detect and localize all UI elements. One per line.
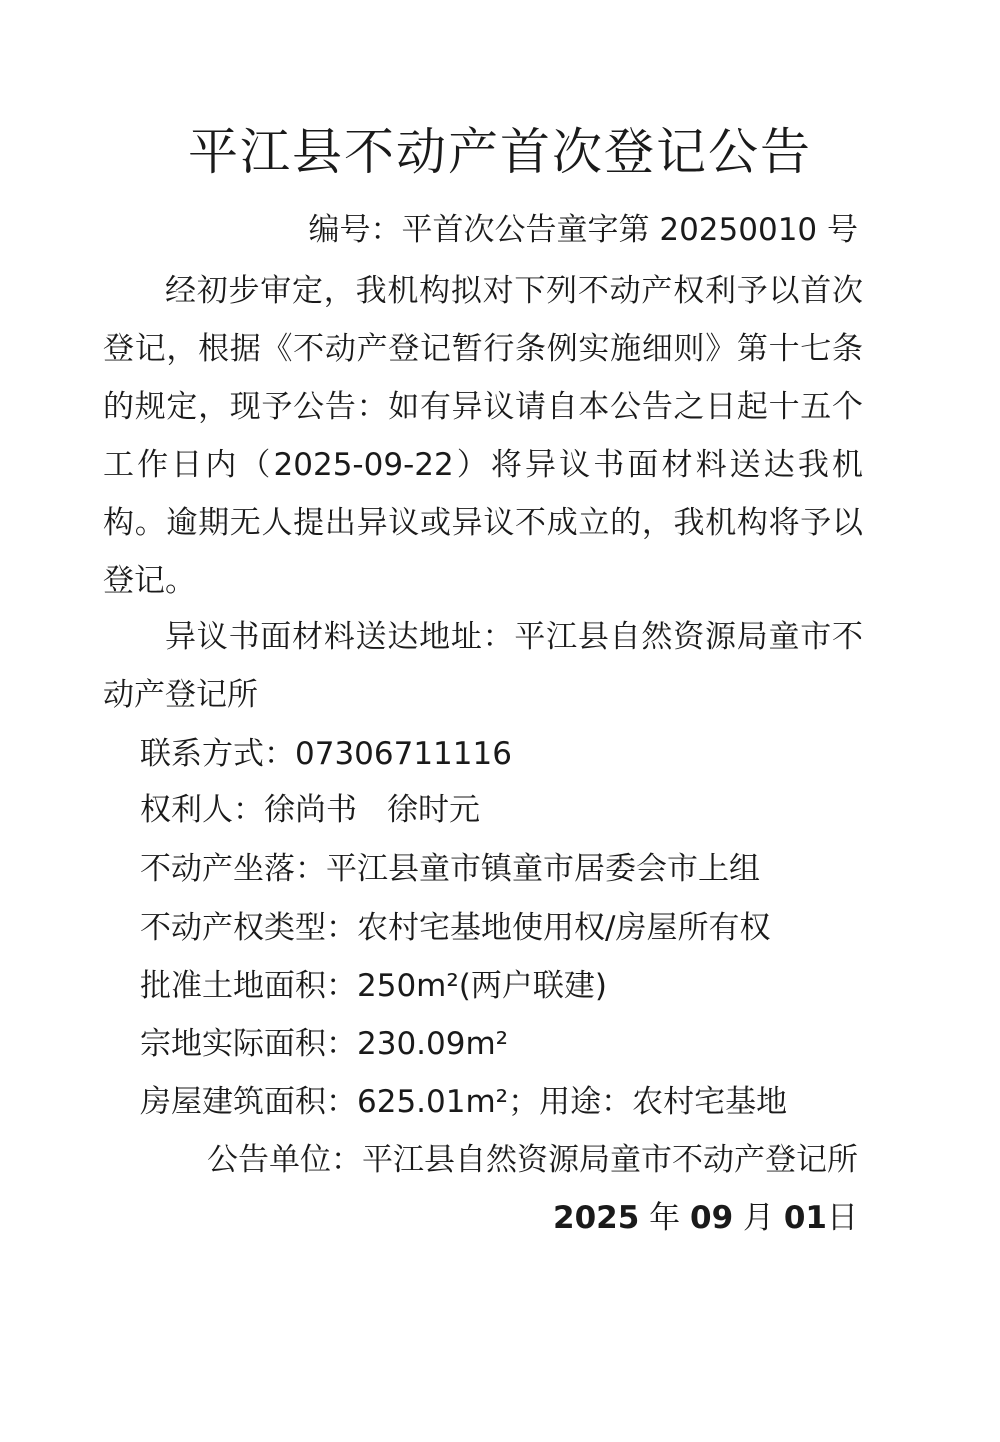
approved-area-line: 批准土地面积：250m²(两户联建) (140, 968, 607, 1004)
issue-date (553, 1196, 858, 1240)
contact-line: 联系方式：07306711116 (140, 736, 512, 772)
building-area-line: 房屋建筑面积：625.01m²；用途：农村宅基地 (140, 1084, 788, 1120)
date-month: 09 (690, 1200, 734, 1236)
document-number: 编号：平首次公告童字第 20250010 号 (308, 212, 858, 248)
obligee-name-1: 徐尚书 (264, 792, 357, 828)
document-title: 平江县不动产首次登记公告 (188, 123, 812, 181)
date-day-unit: 日 (827, 1200, 858, 1236)
date-year-unit: 年 (649, 1200, 681, 1236)
obligee-label: 权利人： (140, 792, 264, 828)
obligee-line (140, 788, 480, 832)
obligee-name-2: 徐时元 (387, 792, 480, 828)
date-year: 2025 (553, 1200, 640, 1236)
date-month-unit: 月 (743, 1200, 774, 1236)
actual-area-line: 宗地实际面积：230.09m² (140, 1026, 509, 1062)
notice-paragraph: 经初步审定，我机构拟对下列不动产权利予以首次登记，根据《不动产登记暂行条例实施细则》第十七条的规定，现予公告：如有异议请自本公告之日起十五个工作日内（2025-09-22）将异议书面材料送达我机构。逾期无人提出异议或异议不成立的，我机构将予以登记。 (103, 273, 863, 599)
issuing-unit: 公告单位：平江县自然资源局童市不动产登记所 (207, 1142, 858, 1178)
objection-address-paragraph: 异议书面材料送达地址：平江县自然资源局童市不动产登记所 (103, 619, 863, 713)
date-day: 01 (783, 1200, 827, 1236)
location-line: 不动产坐落：平江县童市镇童市居委会市上组 (140, 851, 760, 887)
right-type-line: 不动产权类型：农村宅基地使用权/房屋所有权 (140, 910, 771, 946)
